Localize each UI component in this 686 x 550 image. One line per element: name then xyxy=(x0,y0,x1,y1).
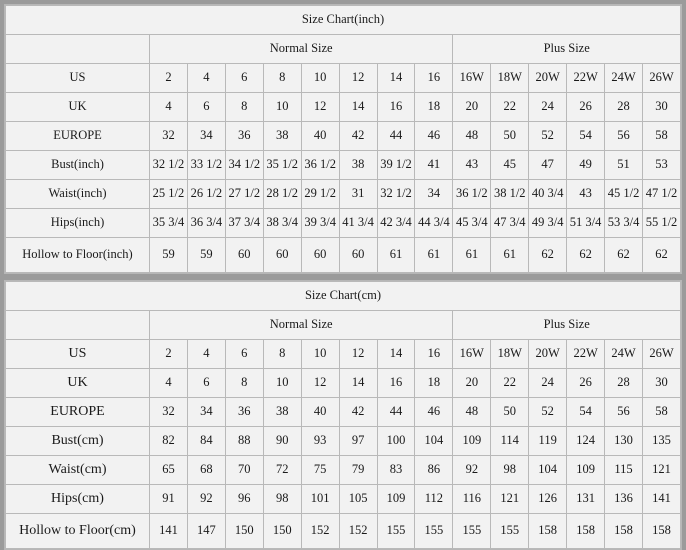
table-cell: 59 xyxy=(187,238,225,273)
table-cell: 83 xyxy=(377,456,415,485)
table-row xyxy=(6,369,681,398)
chart-title-row xyxy=(6,282,681,311)
table-cell: 150 xyxy=(263,514,301,549)
table-row xyxy=(6,93,681,122)
table-cell: 52 xyxy=(529,398,567,427)
table-cell: 12 xyxy=(301,369,339,398)
table-cell: 24 xyxy=(529,369,567,398)
table-cell: 135 xyxy=(642,427,680,456)
table-cell: 49 3/4 xyxy=(529,209,567,238)
table-row xyxy=(6,180,681,209)
table-cell: 141 xyxy=(642,485,680,514)
table-cell: 47 3/4 xyxy=(491,209,529,238)
table-cell: 158 xyxy=(605,514,643,549)
table-cell: 158 xyxy=(567,514,605,549)
table-cell: 152 xyxy=(339,514,377,549)
table-cell: 16W xyxy=(453,64,491,93)
table-cell: 41 xyxy=(415,151,453,180)
row-label: Hips(inch) xyxy=(6,209,150,238)
table-cell: 92 xyxy=(187,485,225,514)
table-cell: 2 xyxy=(150,64,188,93)
group-header-spacer xyxy=(6,35,150,64)
table-cell: 53 xyxy=(642,151,680,180)
table-cell: 44 3/4 xyxy=(415,209,453,238)
table-cell: 16 xyxy=(377,93,415,122)
table-cell: 22 xyxy=(491,369,529,398)
table-cell: 104 xyxy=(415,427,453,456)
table-cell: 62 xyxy=(529,238,567,273)
table-cell: 52 xyxy=(529,122,567,151)
table-cell: 65 xyxy=(150,456,188,485)
table-cell: 55 1/2 xyxy=(642,209,680,238)
table-cell: 24W xyxy=(605,64,643,93)
table-cell: 58 xyxy=(642,398,680,427)
row-label: Hollow to Floor(cm) xyxy=(6,514,150,549)
table-cell: 6 xyxy=(187,93,225,122)
table-cell: 60 xyxy=(301,238,339,273)
table-cell: 72 xyxy=(263,456,301,485)
table-cell: 20 xyxy=(453,93,491,122)
table-cell: 33 1/2 xyxy=(187,151,225,180)
table-cell: 50 xyxy=(491,122,529,151)
table-cell: 54 xyxy=(567,398,605,427)
table-cell: 18 xyxy=(415,93,453,122)
table-cell: 45 xyxy=(491,151,529,180)
table-cell: 46 xyxy=(415,398,453,427)
table-cell: 38 3/4 xyxy=(263,209,301,238)
table-cell: 26 xyxy=(567,369,605,398)
table-cell: 27 1/2 xyxy=(225,180,263,209)
table-cell: 34 xyxy=(187,122,225,151)
size-chart-cm-body xyxy=(6,282,681,549)
table-cell: 14 xyxy=(339,369,377,398)
table-row xyxy=(6,209,681,238)
table-cell: 26W xyxy=(642,340,680,369)
table-cell: 36 3/4 xyxy=(187,209,225,238)
table-cell: 40 3/4 xyxy=(529,180,567,209)
table-cell: 88 xyxy=(225,427,263,456)
table-cell: 4 xyxy=(150,369,188,398)
table-cell: 28 1/2 xyxy=(263,180,301,209)
table-cell: 25 1/2 xyxy=(150,180,188,209)
table-cell: 47 1/2 xyxy=(642,180,680,209)
table-cell: 28 xyxy=(605,369,643,398)
table-cell: 26 xyxy=(567,93,605,122)
group-header-spacer xyxy=(6,311,150,340)
table-cell: 121 xyxy=(642,456,680,485)
table-cell: 44 xyxy=(377,122,415,151)
table-cell: 115 xyxy=(605,456,643,485)
table-cell: 42 xyxy=(339,122,377,151)
table-cell: 24W xyxy=(605,340,643,369)
table-cell: 10 xyxy=(301,340,339,369)
table-cell: 42 xyxy=(339,398,377,427)
group-header-normal-size: Normal Size xyxy=(150,35,453,64)
row-label: Hips(cm) xyxy=(6,485,150,514)
table-cell: 158 xyxy=(642,514,680,549)
table-cell: 56 xyxy=(605,122,643,151)
table-row xyxy=(6,514,681,549)
table-cell: 39 1/2 xyxy=(377,151,415,180)
table-cell: 124 xyxy=(567,427,605,456)
table-cell: 32 1/2 xyxy=(377,180,415,209)
table-cell: 56 xyxy=(605,398,643,427)
row-label: EUROPE xyxy=(6,122,150,151)
table-cell: 84 xyxy=(187,427,225,456)
table-cell: 43 xyxy=(453,151,491,180)
table-cell: 4 xyxy=(187,64,225,93)
table-cell: 141 xyxy=(150,514,188,549)
table-cell: 104 xyxy=(529,456,567,485)
table-cell: 59 xyxy=(150,238,188,273)
table-cell: 8 xyxy=(263,340,301,369)
table-cell: 8 xyxy=(225,369,263,398)
table-cell: 98 xyxy=(263,485,301,514)
table-cell: 61 xyxy=(453,238,491,273)
table-cell: 10 xyxy=(301,64,339,93)
table-cell: 109 xyxy=(453,427,491,456)
row-label: UK xyxy=(6,369,150,398)
table-cell: 6 xyxy=(225,64,263,93)
table-cell: 35 1/2 xyxy=(263,151,301,180)
table-cell: 38 xyxy=(263,398,301,427)
table-cell: 155 xyxy=(415,514,453,549)
table-cell: 62 xyxy=(605,238,643,273)
table-cell: 51 3/4 xyxy=(567,209,605,238)
table-cell: 28 xyxy=(605,93,643,122)
row-label: Hollow to Floor(inch) xyxy=(6,238,150,273)
group-header-row xyxy=(6,311,681,340)
table-cell: 121 xyxy=(491,485,529,514)
table-cell: 131 xyxy=(567,485,605,514)
table-cell: 147 xyxy=(187,514,225,549)
table-cell: 126 xyxy=(529,485,567,514)
table-cell: 92 xyxy=(453,456,491,485)
table-cell: 150 xyxy=(225,514,263,549)
row-label: US xyxy=(6,64,150,93)
table-cell: 109 xyxy=(377,485,415,514)
table-cell: 22W xyxy=(567,64,605,93)
table-cell: 16 xyxy=(415,64,453,93)
table-cell: 112 xyxy=(415,485,453,514)
table-cell: 12 xyxy=(339,64,377,93)
table-cell: 79 xyxy=(339,456,377,485)
table-cell: 91 xyxy=(150,485,188,514)
table-cell: 82 xyxy=(150,427,188,456)
table-cell: 36 1/2 xyxy=(453,180,491,209)
table-cell: 31 xyxy=(339,180,377,209)
table-cell: 61 xyxy=(491,238,529,273)
table-cell: 48 xyxy=(453,122,491,151)
table-cell: 8 xyxy=(225,93,263,122)
table-cell: 14 xyxy=(339,93,377,122)
table-cell: 24 xyxy=(529,93,567,122)
table-cell: 26W xyxy=(642,64,680,93)
table-cell: 30 xyxy=(642,369,680,398)
table-cell: 109 xyxy=(567,456,605,485)
row-label: Waist(inch) xyxy=(6,180,150,209)
group-header-row xyxy=(6,35,681,64)
table-row xyxy=(6,427,681,456)
table-cell: 36 xyxy=(225,398,263,427)
table-cell: 18 xyxy=(415,369,453,398)
size-chart-inch xyxy=(4,4,682,274)
table-cell: 34 1/2 xyxy=(225,151,263,180)
table-cell: 60 xyxy=(339,238,377,273)
table-cell: 101 xyxy=(301,485,339,514)
table-cell: 41 3/4 xyxy=(339,209,377,238)
table-row xyxy=(6,151,681,180)
table-cell: 155 xyxy=(453,514,491,549)
chart-title: Size Chart(inch) xyxy=(6,6,681,35)
table-cell: 32 xyxy=(150,122,188,151)
row-label: US xyxy=(6,340,150,369)
table-cell: 14 xyxy=(377,64,415,93)
table-cell: 37 3/4 xyxy=(225,209,263,238)
table-cell: 51 xyxy=(605,151,643,180)
table-cell: 38 xyxy=(339,151,377,180)
table-cell: 20W xyxy=(529,340,567,369)
row-label: Bust(inch) xyxy=(6,151,150,180)
table-cell: 62 xyxy=(642,238,680,273)
table-cell: 34 xyxy=(187,398,225,427)
table-cell: 114 xyxy=(491,427,529,456)
size-chart-inch-body xyxy=(6,6,681,273)
chart-title-row xyxy=(6,6,681,35)
table-cell: 86 xyxy=(415,456,453,485)
table-cell: 38 1/2 xyxy=(491,180,529,209)
table-cell: 70 xyxy=(225,456,263,485)
size-chart-cm-table xyxy=(5,281,681,549)
table-cell: 98 xyxy=(491,456,529,485)
size-chart-inch-table xyxy=(5,5,681,273)
group-header-plus-size: Plus Size xyxy=(453,311,681,340)
table-cell: 45 1/2 xyxy=(605,180,643,209)
size-chart-cm xyxy=(4,280,682,550)
table-cell: 48 xyxy=(453,398,491,427)
table-cell: 105 xyxy=(339,485,377,514)
table-cell: 14 xyxy=(377,340,415,369)
group-header-normal-size: Normal Size xyxy=(150,311,453,340)
table-cell: 50 xyxy=(491,398,529,427)
table-cell: 29 1/2 xyxy=(301,180,339,209)
table-cell: 18W xyxy=(491,340,529,369)
table-cell: 2 xyxy=(150,340,188,369)
table-cell: 97 xyxy=(339,427,377,456)
table-cell: 100 xyxy=(377,427,415,456)
table-cell: 68 xyxy=(187,456,225,485)
table-cell: 93 xyxy=(301,427,339,456)
table-cell: 12 xyxy=(339,340,377,369)
table-row xyxy=(6,238,681,273)
table-cell: 119 xyxy=(529,427,567,456)
table-cell: 36 1/2 xyxy=(301,151,339,180)
chart-title: Size Chart(cm) xyxy=(6,282,681,311)
table-cell: 46 xyxy=(415,122,453,151)
table-cell: 96 xyxy=(225,485,263,514)
table-cell: 20W xyxy=(529,64,567,93)
table-cell: 32 xyxy=(150,398,188,427)
table-cell: 45 3/4 xyxy=(453,209,491,238)
table-cell: 34 xyxy=(415,180,453,209)
table-cell: 39 3/4 xyxy=(301,209,339,238)
row-label: EUROPE xyxy=(6,398,150,427)
table-cell: 43 xyxy=(567,180,605,209)
table-cell: 54 xyxy=(567,122,605,151)
table-cell: 10 xyxy=(263,369,301,398)
table-cell: 40 xyxy=(301,398,339,427)
table-cell: 20 xyxy=(453,369,491,398)
table-cell: 16 xyxy=(377,369,415,398)
table-row xyxy=(6,485,681,514)
table-cell: 26 1/2 xyxy=(187,180,225,209)
table-cell: 158 xyxy=(529,514,567,549)
table-cell: 49 xyxy=(567,151,605,180)
table-cell: 136 xyxy=(605,485,643,514)
table-cell: 61 xyxy=(415,238,453,273)
table-cell: 22 xyxy=(491,93,529,122)
table-cell: 58 xyxy=(642,122,680,151)
table-cell: 8 xyxy=(263,64,301,93)
row-label: UK xyxy=(6,93,150,122)
table-cell: 35 3/4 xyxy=(150,209,188,238)
table-cell: 22W xyxy=(567,340,605,369)
table-cell: 40 xyxy=(301,122,339,151)
row-label: Waist(cm) xyxy=(6,456,150,485)
table-cell: 12 xyxy=(301,93,339,122)
table-cell: 16 xyxy=(415,340,453,369)
table-cell: 155 xyxy=(491,514,529,549)
table-cell: 47 xyxy=(529,151,567,180)
table-cell: 16W xyxy=(453,340,491,369)
table-cell: 18W xyxy=(491,64,529,93)
table-cell: 4 xyxy=(187,340,225,369)
table-cell: 36 xyxy=(225,122,263,151)
table-cell: 42 3/4 xyxy=(377,209,415,238)
table-cell: 130 xyxy=(605,427,643,456)
table-cell: 53 3/4 xyxy=(605,209,643,238)
table-cell: 4 xyxy=(150,93,188,122)
table-row xyxy=(6,122,681,151)
table-cell: 152 xyxy=(301,514,339,549)
table-row xyxy=(6,64,681,93)
table-cell: 38 xyxy=(263,122,301,151)
table-cell: 6 xyxy=(187,369,225,398)
table-cell: 60 xyxy=(225,238,263,273)
table-cell: 116 xyxy=(453,485,491,514)
table-cell: 90 xyxy=(263,427,301,456)
table-row xyxy=(6,398,681,427)
row-label: Bust(cm) xyxy=(6,427,150,456)
group-header-plus-size: Plus Size xyxy=(453,35,681,64)
table-cell: 61 xyxy=(377,238,415,273)
table-cell: 10 xyxy=(263,93,301,122)
table-cell: 6 xyxy=(225,340,263,369)
table-cell: 30 xyxy=(642,93,680,122)
table-cell: 75 xyxy=(301,456,339,485)
table-row xyxy=(6,456,681,485)
table-row xyxy=(6,340,681,369)
table-cell: 155 xyxy=(377,514,415,549)
table-cell: 32 1/2 xyxy=(150,151,188,180)
table-cell: 62 xyxy=(567,238,605,273)
table-cell: 60 xyxy=(263,238,301,273)
table-cell: 44 xyxy=(377,398,415,427)
